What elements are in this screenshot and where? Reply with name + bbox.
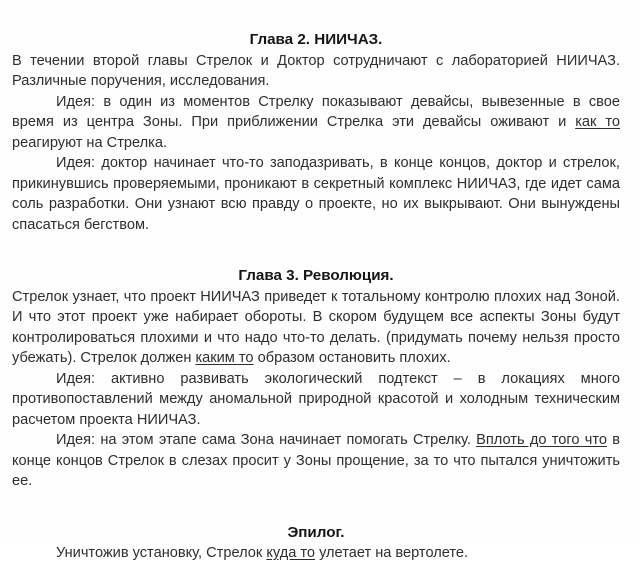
chapter-section bbox=[12, 30, 620, 235]
text-segment: В течении второй главы Стрелок и Доктор сотрудничают с лабораторией НИИЧАЗ. Различные поручения, исследования. bbox=[12, 52, 620, 89]
text-segment: образом остановить плохих. bbox=[253, 350, 451, 366]
text-segment: Уничтожив установку, Стрелок bbox=[56, 545, 267, 561]
underlined-phrase: куда то bbox=[266, 545, 316, 561]
text-segment: Идея: доктор начинает что-то заподазривать, в конце концов, доктор и стрелок, прикинувшись проверяемыми, проникают в секретный комплекс НИИЧАЗ, где идет сама соль разработки. Они узнают всю правду о проекте, но их выкрывают. Они вынуждены спасаться бегством. bbox=[12, 155, 620, 233]
underlined-phrase: каким то bbox=[195, 350, 254, 366]
underlined-phrase: как то bbox=[575, 114, 620, 130]
chapter-section bbox=[12, 523, 620, 564]
chapter-section bbox=[12, 266, 620, 492]
text-segment: Идея: активно развивать экологический подтекст – в локациях много противопоставлений между аномальной природной красотой и холодным техническим расчетом проекта НИИЧАЗ. bbox=[12, 370, 620, 428]
paragraph bbox=[12, 369, 620, 431]
paragraph bbox=[12, 287, 620, 369]
paragraph bbox=[12, 430, 620, 492]
text-segment: улетает на вертолете. bbox=[315, 545, 469, 561]
section-title: Глава 3. Революция. bbox=[238, 267, 394, 284]
underlined-phrase: Вплоть до того что bbox=[476, 432, 607, 448]
section-title: Глава 2. НИИЧАЗ. bbox=[249, 31, 383, 48]
text-segment: Идея: в один из моментов Стрелку показывают девайсы, вывезенные в свое время из центра Зоны. При приближении Стрелка эти девайсы оживают и bbox=[12, 93, 620, 130]
paragraph bbox=[12, 153, 620, 235]
text-segment: в конце концов Стрелок в слезах просит у Зоны прощение, за то что пытался уничтожить ее. bbox=[12, 432, 620, 489]
text-segment: Идея: на этом этапе сама Зона начинает помогать Стрелку. bbox=[56, 432, 477, 448]
text-segment: реагируют на Стрелка. bbox=[12, 134, 168, 151]
paragraph bbox=[12, 92, 620, 154]
section-title: Эпилог. bbox=[287, 523, 345, 541]
paragraph bbox=[12, 51, 620, 92]
paragraph bbox=[12, 543, 620, 564]
text-segment: Стрелок узнает, что проект НИИЧАЗ приведет к тотальному контролю плохих над Зоной. И что этот проект уже набирает обороты. В скором будущем все аспекты Зоны будут контролироваться плохими и что надо что-то делать. (придумать почему нельзя просто убежать). Стрелок должен bbox=[12, 288, 620, 366]
